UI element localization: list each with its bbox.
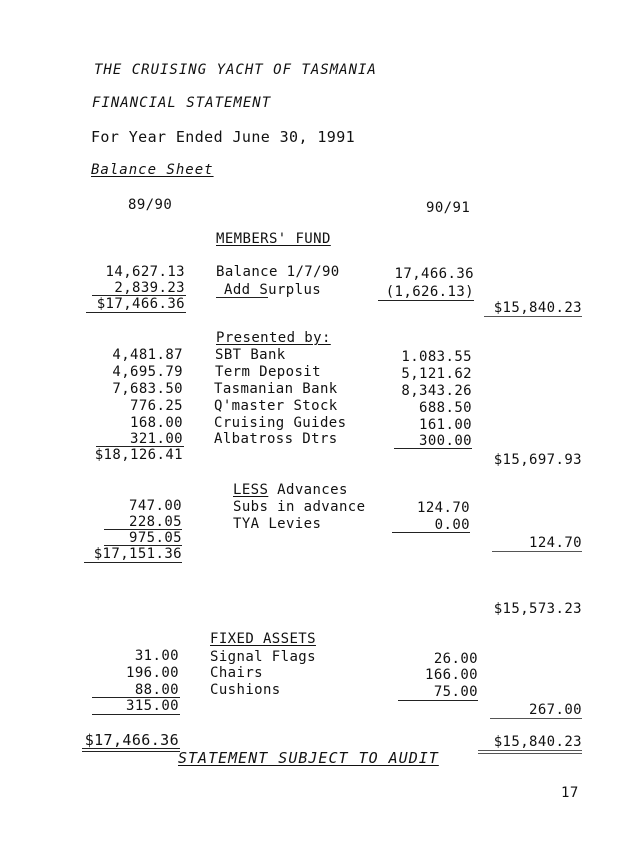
less-left-2: 228.05 bbox=[129, 514, 182, 530]
section-title: Balance Sheet bbox=[91, 162, 214, 178]
fixed-left-3: 88.00 bbox=[134, 682, 179, 698]
fixed-left-2: 196.00 bbox=[126, 665, 179, 681]
less-right-2: 0.00 bbox=[434, 517, 470, 533]
presented-right-1: 1.083.55 bbox=[401, 349, 472, 365]
fixed-right-1: 26.00 bbox=[433, 651, 478, 667]
less-left-total: $17,151.36 bbox=[93, 546, 182, 562]
rule bbox=[478, 753, 582, 754]
members-fund-right-1: 17,466.36 bbox=[394, 266, 474, 282]
presented-by-title: Presented by: bbox=[216, 330, 331, 346]
rule bbox=[492, 551, 582, 552]
fixed-label-3: Cushions bbox=[210, 682, 281, 698]
fixed-right-2: 166.00 bbox=[425, 667, 478, 683]
presented-label-3: Tasmanian Bank bbox=[214, 381, 338, 397]
column-header-left: 89/90 bbox=[128, 197, 173, 213]
members-fund-title: MEMBERS' FUND bbox=[216, 231, 331, 247]
presented-label-1: SBT Bank bbox=[215, 347, 286, 363]
period-line: For Year Ended June 30, 1991 bbox=[91, 128, 356, 146]
less-label-1: Subs in advance bbox=[233, 499, 366, 515]
presented-right-6: 300.00 bbox=[419, 433, 472, 449]
rule bbox=[92, 714, 180, 715]
rule bbox=[84, 562, 182, 563]
grand-total-left: $17,466.36 bbox=[84, 731, 179, 749]
presented-right-3: 8,343.26 bbox=[401, 383, 472, 399]
members-fund-left-2: 2,839.23 bbox=[114, 280, 185, 296]
less-word: LESS bbox=[233, 482, 269, 498]
rule bbox=[82, 751, 180, 752]
rule bbox=[398, 700, 478, 701]
fixed-assets-title: FIXED ASSETS bbox=[210, 631, 316, 647]
grand-total-right: $15,840.23 bbox=[493, 734, 582, 750]
fixed-left-total: 315.00 bbox=[126, 698, 179, 714]
fixed-label-1: Signal Flags bbox=[210, 649, 316, 665]
members-fund-label-2: Add Surplus bbox=[224, 282, 322, 298]
less-left-1: 747.00 bbox=[129, 498, 182, 514]
presented-left-4: 776.25 bbox=[130, 398, 183, 414]
audit-note: STATEMENT SUBJECT TO AUDIT bbox=[178, 749, 439, 767]
rule bbox=[394, 448, 472, 449]
net-total: $15,573.23 bbox=[493, 601, 582, 617]
document-type: FINANCIAL STATEMENT bbox=[92, 95, 272, 111]
presented-left-3: 7,683.50 bbox=[112, 381, 183, 397]
members-fund-left-1: 14,627.13 bbox=[105, 264, 185, 280]
presented-left-1: 4,481.87 bbox=[112, 347, 183, 363]
page-number: 17 bbox=[561, 785, 579, 801]
presented-label-2: Term Deposit bbox=[215, 364, 321, 380]
rule bbox=[86, 312, 186, 313]
organization-title: THE CRUISING YACHT OF TASMANIA bbox=[94, 62, 377, 78]
rule bbox=[490, 718, 582, 719]
fixed-label-2: Chairs bbox=[210, 665, 263, 681]
presented-label-4: Q'master Stock bbox=[214, 398, 338, 414]
presented-right-4: 688.50 bbox=[419, 400, 472, 416]
fixed-left-1: 31.00 bbox=[134, 648, 179, 664]
fixed-far-right: 267.00 bbox=[529, 702, 582, 718]
presented-left-total: $18,126.41 bbox=[94, 447, 183, 463]
rule bbox=[392, 532, 470, 533]
rule bbox=[478, 750, 582, 751]
less-right-1: 124.70 bbox=[417, 500, 470, 516]
rule bbox=[484, 316, 582, 317]
less-label-2: TYA Levies bbox=[233, 516, 322, 532]
presented-left-6: 321.00 bbox=[130, 431, 183, 447]
fixed-right-3: 75.00 bbox=[433, 684, 478, 700]
members-fund-right-2: (1,626.13) bbox=[385, 284, 474, 300]
members-fund-far-right: $15,840.23 bbox=[493, 300, 582, 316]
rule bbox=[216, 297, 268, 298]
less-advances-title bbox=[233, 482, 348, 498]
members-fund-label-1: Balance 1/7/90 bbox=[216, 264, 340, 280]
advances-word: Advances bbox=[268, 482, 348, 498]
less-left-subtotal: 975.05 bbox=[129, 530, 182, 546]
presented-right-2: 5,121.62 bbox=[401, 366, 472, 382]
presented-right-5: 161.00 bbox=[419, 417, 472, 433]
rule bbox=[82, 748, 180, 749]
less-far-right: 124.70 bbox=[529, 535, 582, 551]
presented-far-right: $15,697.93 bbox=[493, 452, 582, 468]
presented-left-2: 4,695.79 bbox=[112, 364, 183, 380]
presented-label-5: Cruising Guides bbox=[214, 415, 347, 431]
column-header-right: 90/91 bbox=[426, 200, 471, 216]
members-fund-left-total: $17,466.36 bbox=[96, 296, 185, 312]
presented-label-6: Albatross Dtrs bbox=[214, 431, 338, 447]
presented-left-5: 168.00 bbox=[130, 415, 183, 431]
